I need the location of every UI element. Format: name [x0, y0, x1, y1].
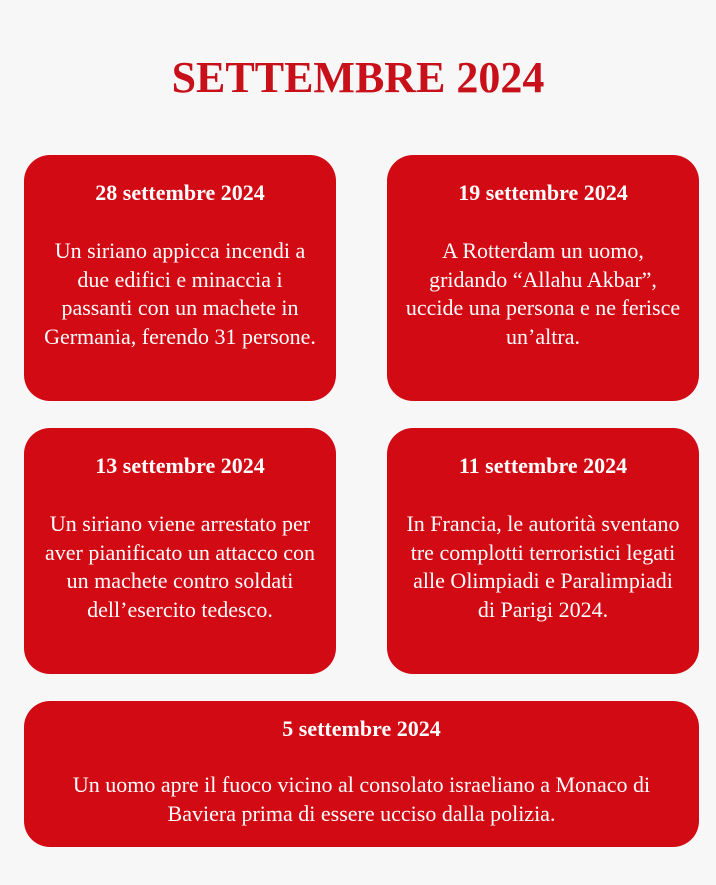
- event-card-19-september: [387, 155, 699, 401]
- event-date: 5 settembre 2024: [282, 716, 441, 741]
- event-card-11-september: [387, 428, 699, 674]
- event-card-28-september: [24, 155, 336, 401]
- event-date: 19 settembre 2024: [458, 180, 628, 205]
- event-description: A Rotterdam un uomo, gridando “Allahu Akbar”, uccide una persona e ne ferisce un’altra.: [405, 238, 681, 349]
- page-title: SETTEMBRE 2024: [171, 53, 545, 102]
- event-description: Un uomo apre il fuoco vicino al consolato israeliano a Monaco di Baviera prima di essere ucciso dalla polizia.: [72, 772, 651, 826]
- event-description: Un siriano appicca incendi a due edifici e minaccia i passanti con un machete in Germania, ferendo 31 persone.: [44, 238, 316, 349]
- event-date: 28 settembre 2024: [95, 180, 265, 205]
- event-card-5-september: [24, 701, 699, 847]
- event-date: 13 settembre 2024: [95, 453, 265, 478]
- event-description: Un siriano viene arrestato per aver pianificato un attacco con un machete contro soldati dell’esercito tedesco.: [45, 511, 315, 622]
- event-card-13-september: [24, 428, 336, 674]
- event-date: 11 settembre 2024: [458, 453, 628, 478]
- event-description: In Francia, le autorità sventano tre complotti terroristici legati alle Olimpiadi e Paralimpiadi di Parigi 2024.: [406, 511, 680, 622]
